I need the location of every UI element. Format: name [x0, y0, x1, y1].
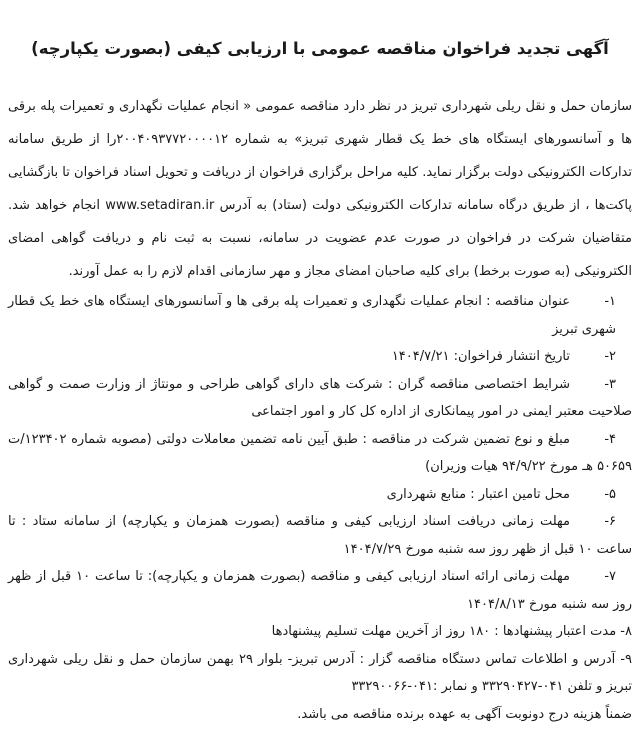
- list-item-4: ۴-مبلغ و نوع تضمین شرکت در مناقصه : طبق آیین نامه تضمین معاملات دولتی (مصوبه شماره ۱۲۳۴۰۲/ت ۵۰۶۵۹ هـ مورخ ۹۴/۹/۲۲ هیات وزیران): [8, 426, 632, 481]
- page-title: آگهی تجدید فراخوان مناقصه عمومی با ارزیابی کیفی (بصورت یکپارچه): [31, 39, 609, 58]
- list-item-5: ۵-محل تامین اعتبار : منابع شهرداری: [8, 481, 632, 509]
- tender-items-list: [8, 288, 632, 701]
- item-number: ۴-: [604, 431, 616, 447]
- list-item-7: ۷-مهلت زمانی ارائه اسناد ارزیابی کیفی و مناقصه (بصورت همزمان و یکپارچه): تا ساعت ۱۰ قبل از ظهر روز سه شنبه مورخ ۱۴۰۴/۸/۱۳: [8, 563, 632, 618]
- list-item-8: ۸- مدت اعتبار پیشنهادها : ۱۸۰ روز از آخرین مهلت تسلیم پیشنهادها: [271, 624, 632, 639]
- item-number: ۳-: [604, 376, 616, 392]
- intro-paragraph: سازمان حمل و نقل ریلی شهرداری تبریز در نظر دارد مناقصه عمومی « انجام عملیات نگهداری و تعمیرات پله برقی ها و آسانسورهای ایستگاه های خط یک قطار شهری تبریز» به شماره ۲۰۰۴۰۹۳۷۷۲۰۰۰۰۱۲را از طریق سامانه تدارکات الکترونیکی دولت برگزار نماید. کلیه مراحل برگزاری فراخوان از دریافت و تحویل اسناد فراخوان تا بازگشایی پاکت‌ها ، از طریق درگاه سامانه تدارکات الکترونیکی دولت (ستاد) به آدرس www.setadiran.ir انجام خواهد شد. متقاضیان شرکت در فراخوان در صورت عدم عضویت در سامانه، نسبت به ثبت نام و دریافت گواهی امضای الکترونیکی (به صورت برخط) برای کلیه صاحبان امضای مجاز و مهر سازمانی اقدام لازم را به عمل آورند.: [8, 99, 633, 279]
- item-number: ۱-: [604, 294, 616, 309]
- list-item-6: ۶-مهلت زمانی دریافت اسناد ارزیابی کیفی و مناقصه (بصورت همزمان و یکپارچه) از سامانه ستاد : تا ساعت ۱۰ قبل از ظهر روز سه شنبه مورخ ۱۴۰۴/۷/۲۹: [8, 508, 632, 563]
- footer-note: ضمناً هزینه درج دونوبت آگهی به عهده برنده مناقصه می باشد.: [297, 706, 632, 722]
- item-number: ۷-: [604, 569, 616, 584]
- list-item-1: ۱-عنوان مناقصه : انجام عملیات نگهداری و تعمیرات پله برقی ها و آسانسورهای ایستگاه های خط یک قطار شهری تبریز: [8, 288, 632, 343]
- item-number: ۶-: [604, 514, 616, 529]
- list-item-3: ۳-شرایط اختصاصی مناقصه گران : شرکت های دارای گواهی طراحی و مونتاژ از وزارت صمت و گواهی صلاحیت معتبر ایمنی در امور پیمانکاری از اداره کل کار و امور اجتماعی: [8, 371, 632, 426]
- item-number: ۲-: [604, 349, 616, 364]
- list-item-2: ۲-تاریخ انتشار فراخوان: ۱۴۰۴/۷/۲۱: [8, 343, 632, 371]
- item-number: ۵-: [604, 486, 616, 502]
- list-item-9: ۹- آدرس و اطلاعات تماس دستگاه مناقصه گزار : آدرس تبریز- بلوار ۲۹ بهمن سازمان حمل و نقل ریلی شهرداری تبریز و تلفن ۰۴۱-۳۳۲۹۰۴۲۷ و نمابر :۰۴۱-۳۳۲۹۰۰۶۶: [8, 651, 632, 694]
